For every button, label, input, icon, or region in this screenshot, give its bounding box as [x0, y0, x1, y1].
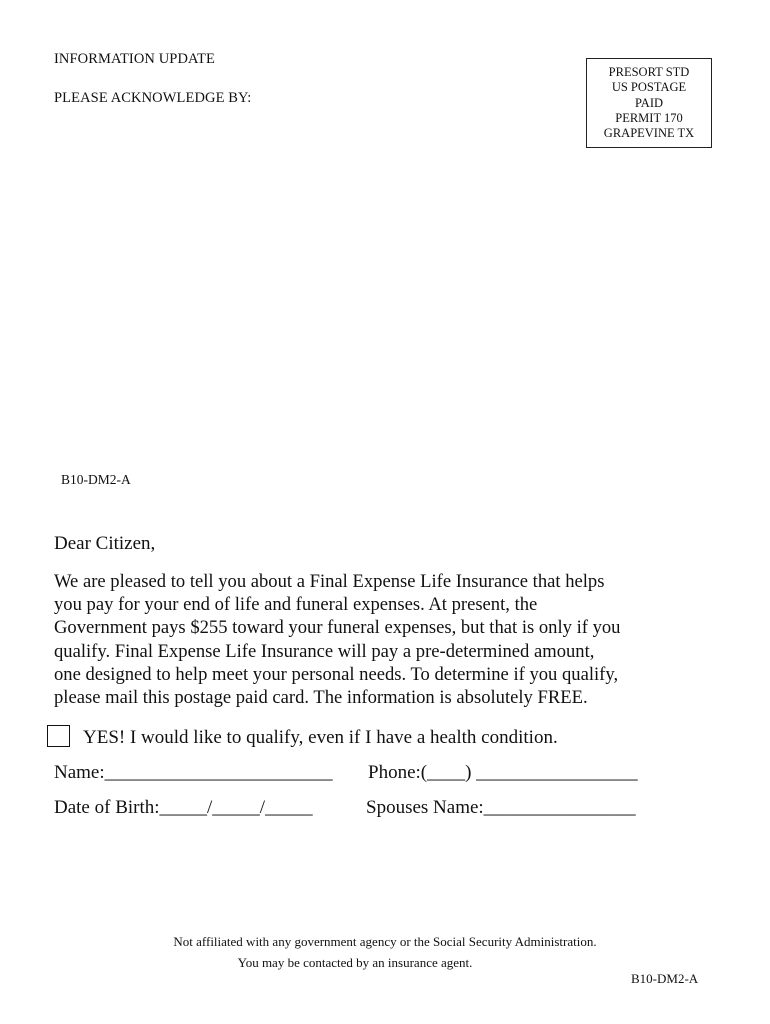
postage-line: PRESORT STD [608, 65, 690, 79]
acknowledge-label: PLEASE ACKNOWLEDGE BY: [54, 90, 252, 106]
postage-line: PERMIT 170 [615, 110, 683, 125]
yes-checkbox[interactable] [47, 725, 70, 747]
info-update-heading: INFORMATION UPDATE [54, 51, 215, 67]
agent-contact-note: You may be contacted by an insurance agent. [237, 955, 473, 970]
form-code-bottom: B10-DM2-A [631, 971, 699, 986]
postage-line: GRAPEVINE TX [603, 126, 695, 141]
body-line: please mail this postage paid card. The information is absolutely FREE. [54, 687, 588, 709]
date-of-birth-field[interactable]: Date of Birth:_____/_____/_____ [54, 797, 313, 818]
yes-checkbox-label: YES! I would like to qualify, even if I have a health condition. [83, 727, 558, 748]
disclaimer-line: Not affiliated with any government agency or the Social Security Administration. [173, 934, 597, 949]
postage-line: PAID [634, 95, 664, 110]
body-line: We are pleased to tell you about a Final Expense Life Insurance that helps [54, 571, 605, 592]
letter-body [54, 570, 734, 709]
form-code-top: B10-DM2-A [61, 472, 131, 487]
postage-indicia [586, 58, 712, 148]
spouse-name-field[interactable]: Spouses Name:________________ [366, 797, 636, 818]
body-line: you pay for your end of life and funeral expenses. At present, the [54, 594, 538, 616]
body-line: qualify. Final Expense Life Insurance will pay a pre-determined amount, [54, 640, 595, 662]
phone-field[interactable]: Phone:(____) _________________ [368, 762, 638, 783]
name-field[interactable]: Name:________________________ [54, 762, 333, 783]
letter-greeting: Dear Citizen, [54, 533, 156, 554]
postage-line: US POSTAGE [611, 80, 687, 95]
body-line: one designed to help meet your personal needs. To determine if you qualify, [54, 663, 619, 685]
body-line: Government pays $255 toward your funeral expenses, but that is only if you [54, 617, 621, 639]
